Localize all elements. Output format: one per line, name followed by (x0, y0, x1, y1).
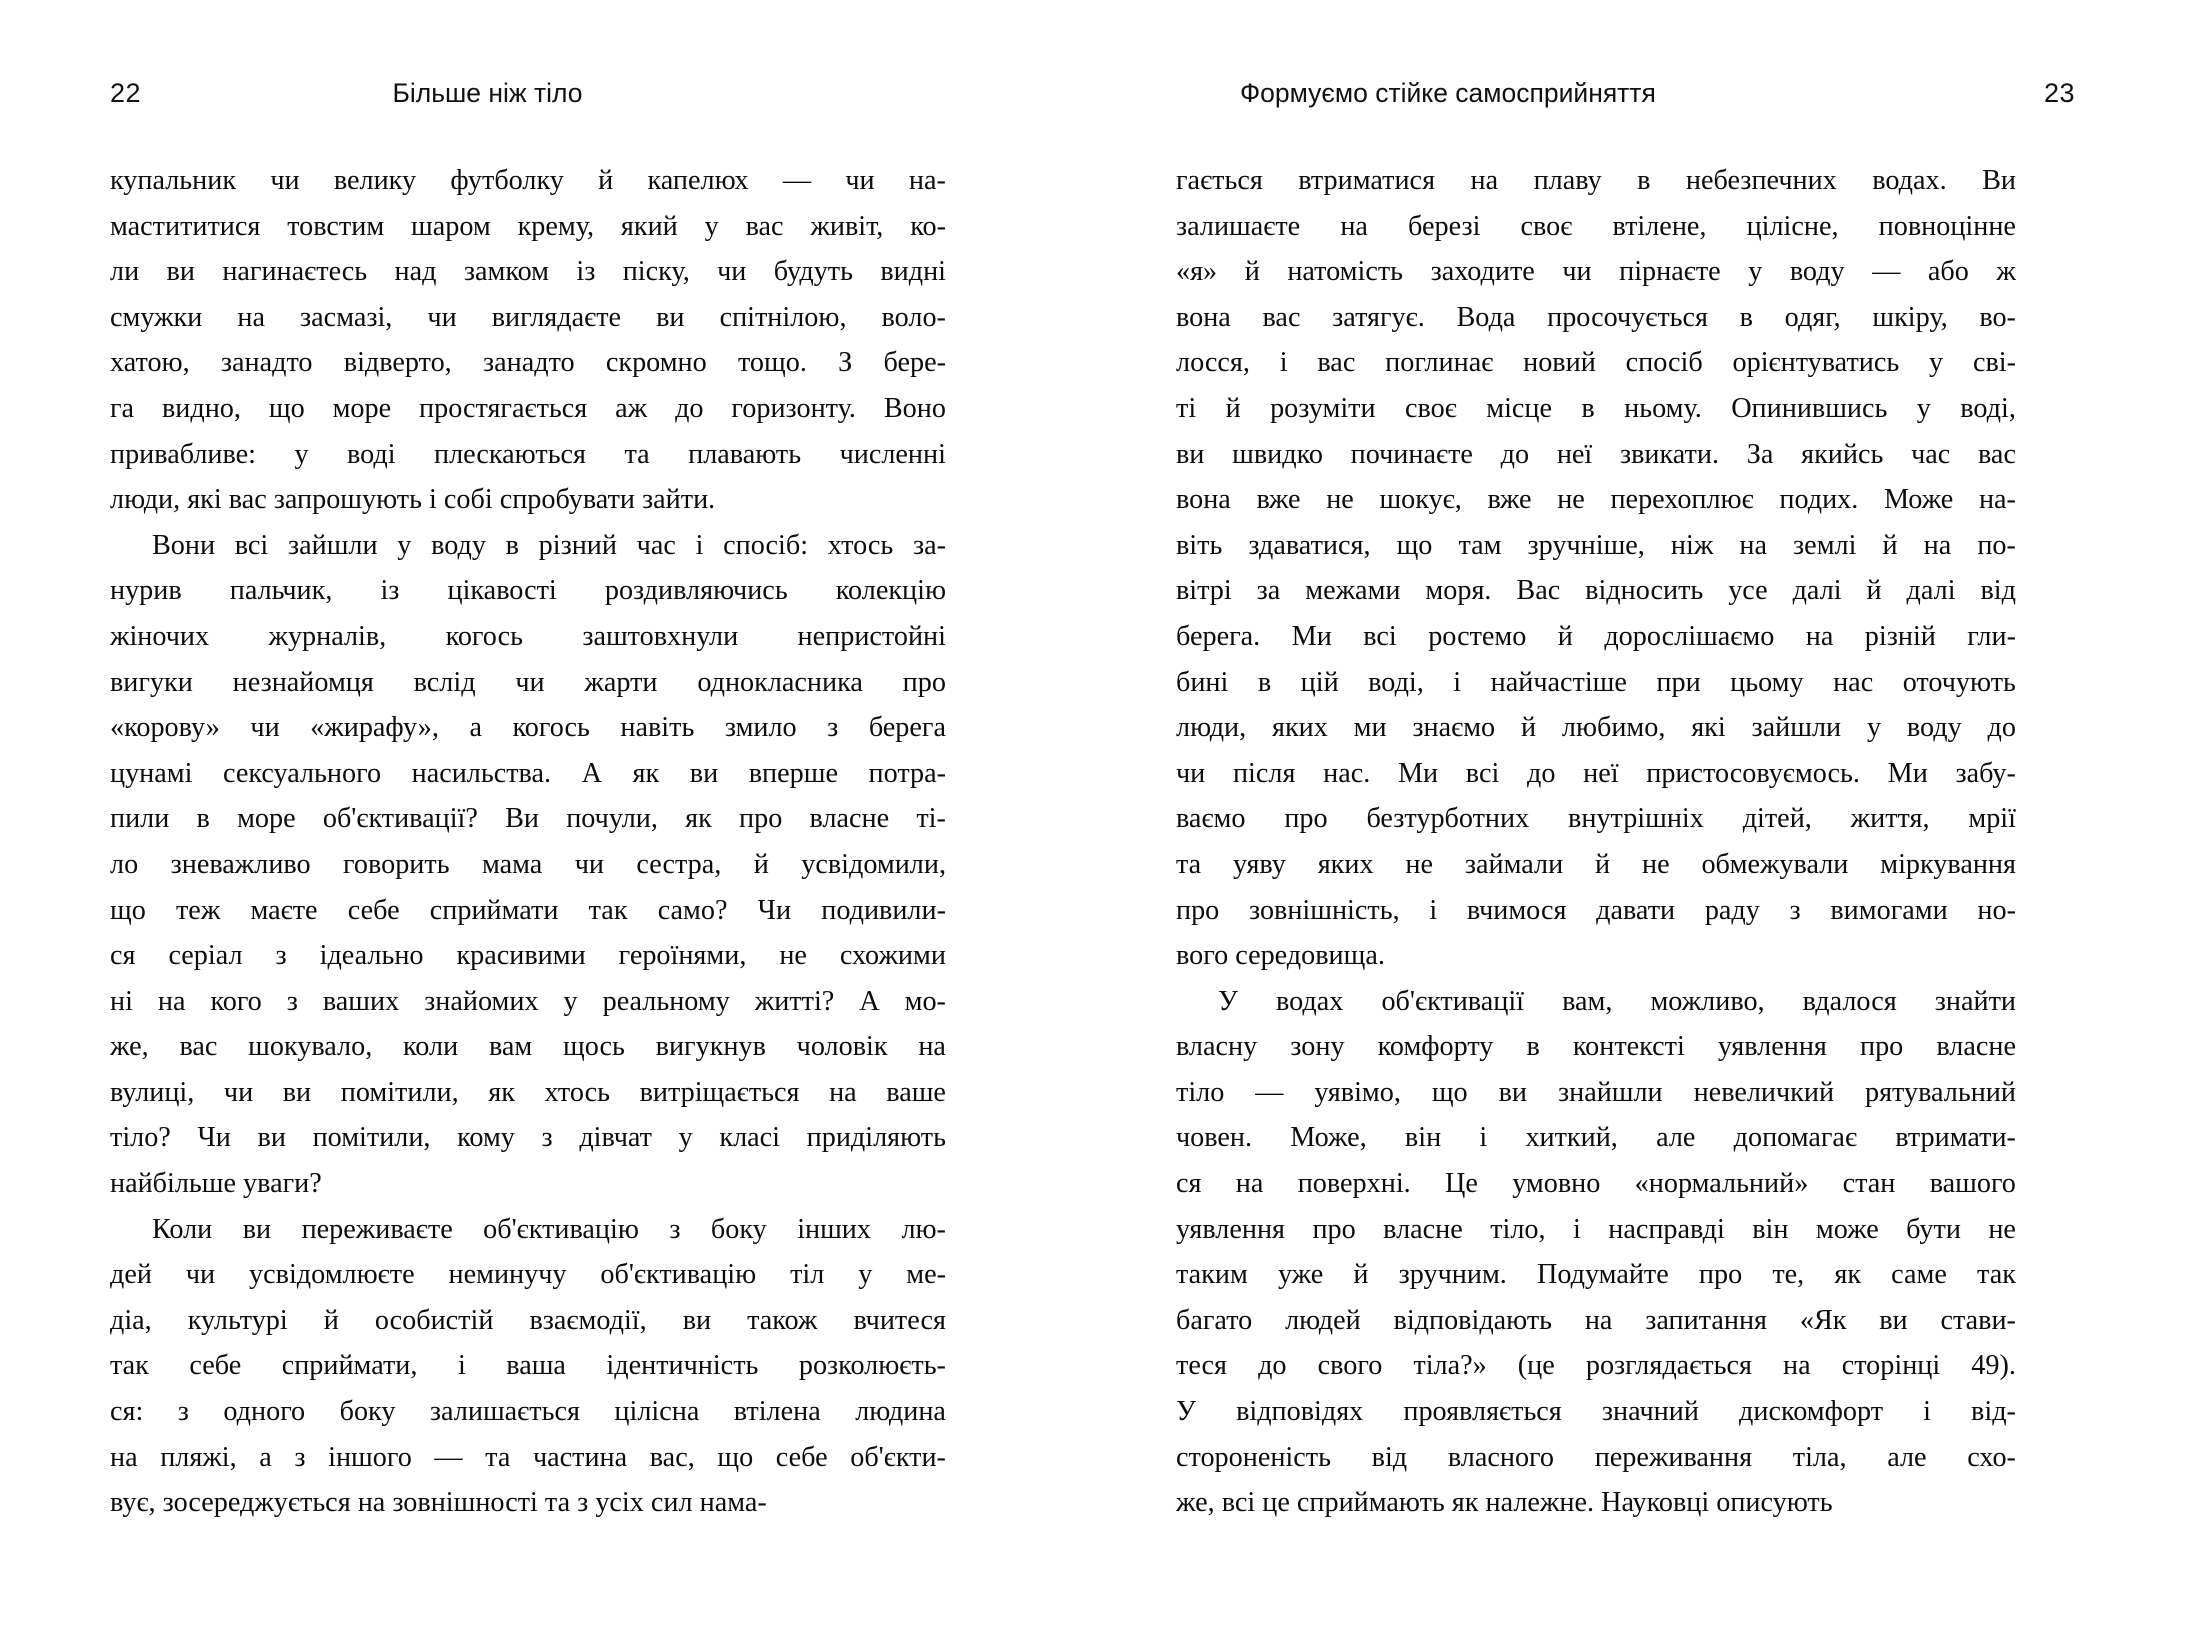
text-line: що теж маєте себе сприймати так само? Чи подивили- (110, 894, 946, 926)
text-line: пили в море об'єктивації? Ви почули, як про власне ті- (110, 803, 946, 835)
text-line: мастититися товстим шаром крему, який у вас живіт, ко- (110, 210, 946, 242)
text-line: ся: з одного боку залишається цілісна втілена людина (110, 1396, 946, 1428)
text-line: ваємо про безтурботних внутрішніх дітей, життя, мрії (1176, 803, 2016, 835)
text-line: ли ви нагинаєтесь над замком із піску, чи будуть видні (110, 256, 946, 288)
text-line: жіночих журналів, когось заштовхнули непристойні (110, 620, 946, 652)
text-line: вона вас затягує. Вода просочується в одяг, шкіру, во- (1176, 301, 2016, 333)
text-line: багато людей відповідають на запитання «Як ви стави- (1176, 1304, 2016, 1336)
text-line: лосся, і вас поглинає новий спосіб орієнтуватись у сві- (1176, 347, 2016, 379)
text-line: вує, зосереджується на зовнішності та з усіх сил нама- (110, 1487, 767, 1519)
text-line: власну зону комфорту в контексті уявлення про власне (1176, 1031, 2016, 1063)
text-line: «корову» чи «жирафу», а когось навіть змило з берега (110, 712, 946, 744)
text-line: на пляжі, а з іншого — та частина вас, що себе об'єкти- (110, 1441, 946, 1473)
text-line: привабливе: у воді плескаються та плавають численні (110, 438, 946, 470)
text-line: ні на кого з ваших знайомих у реальному житті? А мо- (110, 985, 946, 1017)
text-line: так себе сприймати, і ваша ідентичність розколюєть- (110, 1350, 946, 1382)
text-line: найбільше уваги? (110, 1168, 322, 1200)
text-line: цунамі сексуального насильства. А як ви вперше потра- (110, 757, 946, 789)
text-line: Коли ви переживаєте об'єктивацію з боку інших лю- (152, 1213, 946, 1245)
text-line: чи після нас. Ми всі до неї пристосовуємось. Ми забу- (1176, 757, 2016, 789)
text-line: га видно, що море простягається аж до горизонту. Воно (110, 392, 946, 424)
text-line: У відповідях проявляється значний дискомфорт і від- (1176, 1396, 2016, 1428)
text-line: же, всі це сприймають як належне. Науковці описують (1176, 1487, 1833, 1519)
text-line: ті й розуміти своє місце в ньому. Опинившись у воді, (1176, 392, 2016, 424)
text-line: таким уже й зручним. Подумайте про те, як саме так (1176, 1259, 2016, 1291)
text-line: вого середовища. (1176, 940, 1385, 972)
text-line: нурив пальчик, із цікавості роздивляючись колекцію (110, 575, 946, 607)
text-line: ся на поверхні. Це умовно «нормальний» стан вашого (1176, 1168, 2016, 1200)
running-head-verso: Більше ніж тіло (392, 78, 583, 108)
text-line: гається втриматися на плаву в небезпечних водах. Ви (1176, 165, 2016, 196)
text-line: купальник чи велику футболку й капелюх — чи на- (110, 165, 946, 196)
text-line: ви швидко починаєте до неї звикати. За якийсь час вас (1176, 438, 2016, 470)
text-line: дей чи усвідомлюєте неминучу об'єктивацію тіл у ме- (110, 1259, 946, 1291)
text-line: «я» й натомість заходите чи пірнаєте у воду — або ж (1176, 256, 2016, 288)
text-line: вулиці, чи ви помітили, як хтось витріщається на ваше (110, 1076, 946, 1108)
text-line: теся до свого тіла?» (це розглядається на сторінці 49). (1176, 1350, 2016, 1382)
text-line: тіло? Чи ви помітили, кому з дівчат у класі приділяють (110, 1122, 946, 1154)
text-line: човен. Може, він і хиткий, але допомагає втримати- (1176, 1122, 2016, 1154)
page-number-verso: 22 (110, 78, 142, 108)
text-line: берега. Ми всі ростемо й дорослішаємо на різній гли- (1176, 620, 2016, 652)
text-line: У водах об'єктивації вам, можливо, вдалося знайти (1218, 985, 2016, 1017)
text-line: люди, які вас запрошують і собі спробувати зайти. (110, 484, 716, 516)
text-line: ся серіал з ідеально красивими героїнями, не схожими (110, 940, 946, 972)
recto-text-column (1176, 158, 2016, 1526)
verso-text-column (110, 158, 946, 1526)
text-line: діа, культурі й особистій взаємодії, ви також вчитеся (110, 1304, 946, 1336)
text-line: та уяву яких не займали й не обмежували міркування (1176, 848, 2016, 880)
text-line: смужки на засмазі, чи виглядаєте ви спітнілою, воло- (110, 301, 946, 333)
page-number-recto: 23 (2044, 78, 2076, 108)
text-line: вітрі за межами моря. Вас відносить усе далі й далі від (1176, 575, 2016, 607)
text-line: стороненість від власного переживання тіла, але схо- (1176, 1441, 2016, 1473)
running-head-recto: Формуємо стійке самосприйняття (1240, 78, 1656, 108)
text-line: залишаєте на березі своє втілене, цілісне, повноцінне (1176, 210, 2016, 242)
text-line: ло зневажливо говорить мама чи сестра, й усвідомили, (110, 848, 946, 880)
text-line: вона вже не шокує, вже не перехоплює подих. Може на- (1176, 484, 2016, 516)
text-line: же, вас шокувало, коли вам щось вигукнув чоловік на (110, 1031, 946, 1063)
text-line: тіло — уявімо, що ви знайшли невеличкий рятувальний (1176, 1076, 2016, 1108)
text-line: Вони всі зайшли у воду в різний час і спосіб: хтось за- (152, 529, 946, 561)
text-line: про зовнішність, і вчимося давати раду з вимогами но- (1176, 894, 2016, 926)
text-line: віть здаватися, що там зручніше, ніж на землі й на по- (1176, 529, 2016, 561)
text-line: уявлення про власне тіло, і насправді він може бути не (1176, 1213, 2016, 1245)
text-line: бині в цій воді, і найчастіше при цьому нас оточують (1176, 666, 2016, 698)
text-line: люди, яких ми знаємо й любимо, які зайшли у воду до (1176, 712, 2016, 744)
text-line: вигуки незнайомця вслід чи жарти однокласника про (110, 666, 946, 698)
text-line: хатою, занадто відверто, занадто скромно тощо. З бере- (110, 347, 946, 379)
